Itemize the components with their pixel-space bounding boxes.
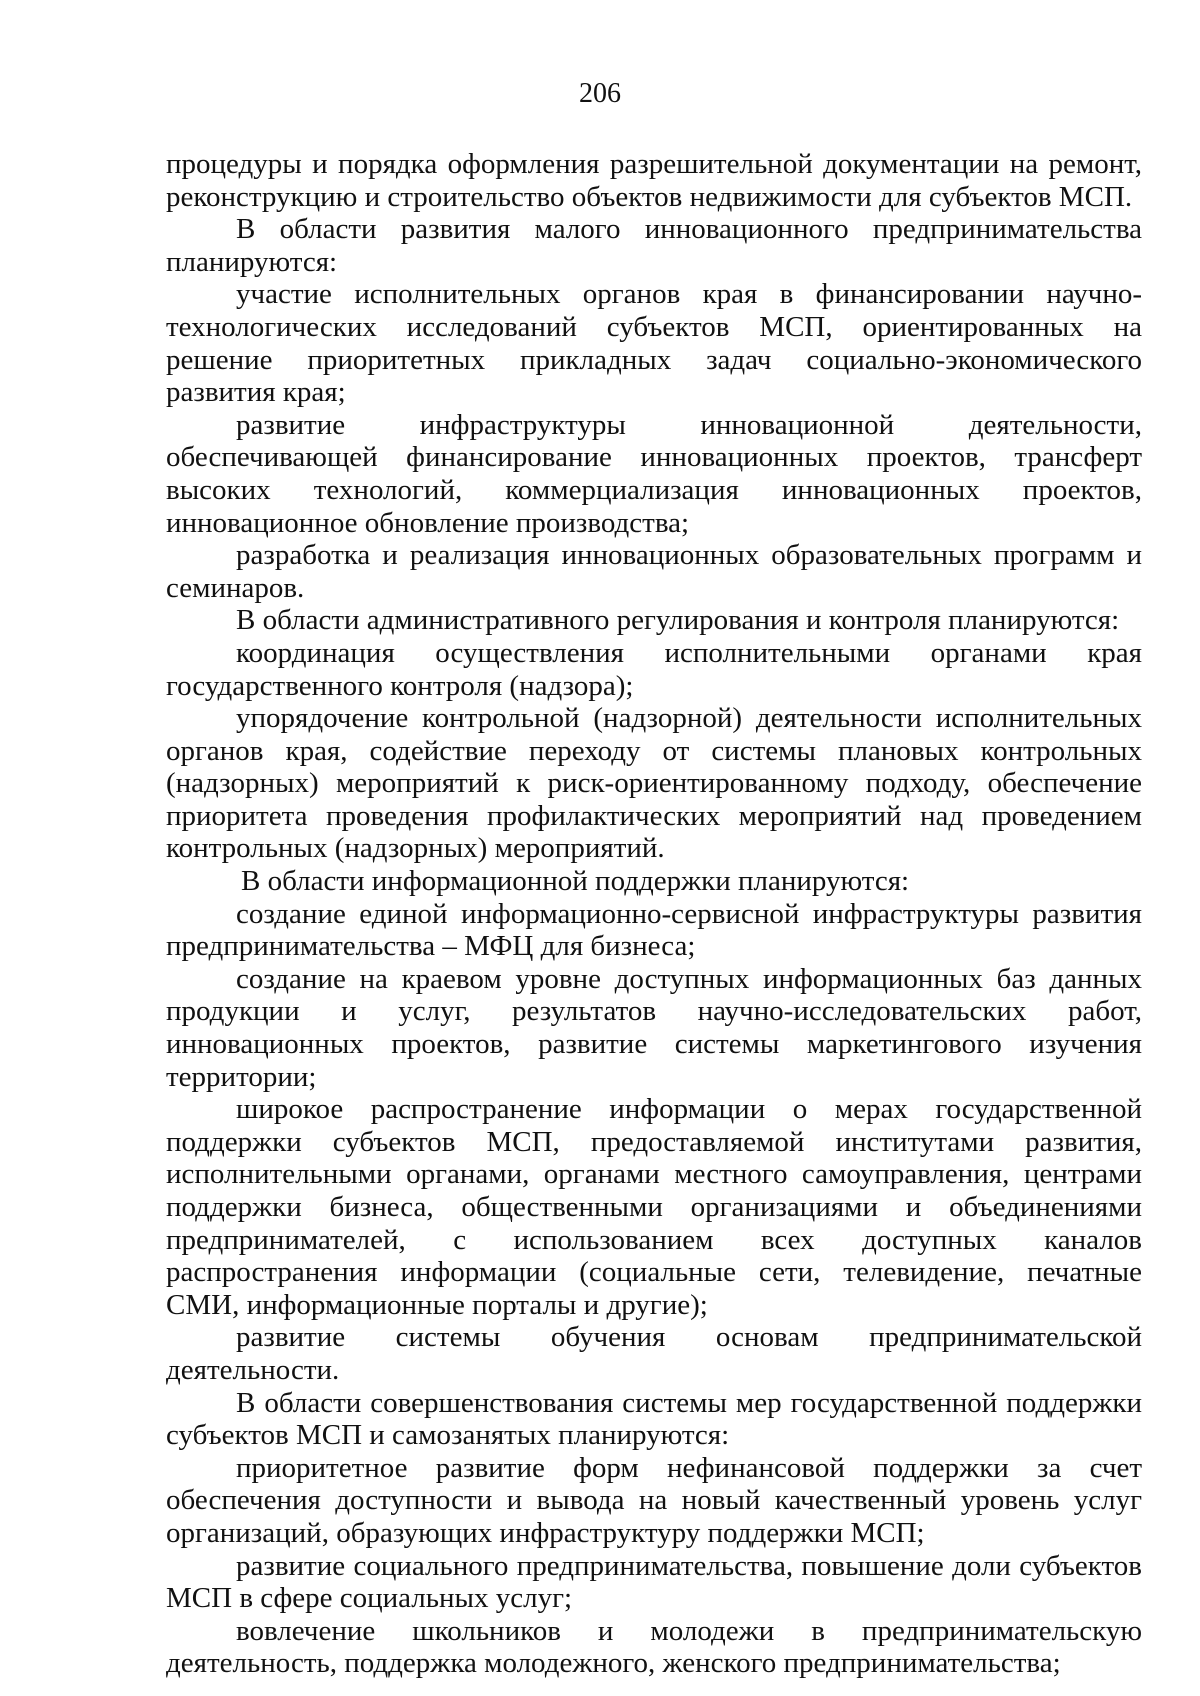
paragraph-admin-item-2: упорядочение контрольной (надзорной) деятельности исполнительных органов края, содействие переходу от системы плановых контрольных (надзорных) мероприятий к риск-ориентированному подходу, обеспечение приоритета проведения профилактических мероприятий над проведением контрольных (надзорных) мероприятий.: [166, 702, 1142, 865]
paragraph-support-heading: В области совершенствования системы мер государственной поддержки субъектов МСП и самозанятых планируются:: [166, 1386, 1142, 1452]
paragraph-continuation: процедуры и порядка оформления разрешительной документации на ремонт, реконструкцию и строительство объектов недвижимости для субъектов МСП.: [166, 148, 1142, 213]
paragraph-support-item-1: приоритетное развитие форм нефинансовой поддержки за счет обеспечения доступности и вывода на новый качественный уровень услуг организаций, образующих инфраструктуру поддержки МСП;: [166, 1451, 1142, 1549]
paragraph-info-item-3: широкое распространение информации о мерах государственной поддержки субъектов МСП, предоставляемой институтами развития, исполнительными органами, органами местного самоуправления, центрами поддержки бизнеса, общественными организациями и объединениями предпринимателей, с использованием всех доступных каналов распространения информации (социальные сети, телевидение, печатные СМИ, информационные порталы и другие);: [166, 1093, 1142, 1321]
paragraph-support-item-3: вовлечение школьников и молодежи в предпринимательскую деятельность, поддержка молодежного, женского предпринимательства;: [166, 1614, 1142, 1680]
paragraph-info-item-1: создание единой информационно-сервисной инфраструктуры развития предпринимательства – МФЦ для бизнеса;: [166, 897, 1142, 963]
paragraph-innovation-heading: В области развития малого инновационного предпринимательства планируются:: [166, 213, 1142, 278]
body-text: [166, 148, 1142, 1680]
paragraph-info-item-4: развитие системы обучения основам предпринимательской деятельности.: [166, 1321, 1142, 1386]
paragraph-admin-heading: В области административного регулирования и контроля планируются:: [236, 604, 1120, 637]
page-number: 206: [579, 78, 621, 109]
paragraph-info-heading: В области информационной поддержки планируются:: [241, 865, 910, 898]
paragraph-innovation-item-1: участие исполнительных органов края в финансировании научно-технологических исследований субъектов МСП, ориентированных на решение приоритетных прикладных задач социально-экономического развития края;: [166, 278, 1142, 409]
paragraph-innovation-item-2: развитие инфраструктуры инновационной деятельности, обеспечивающей финансирование инновационных проектов, трансферт высоких технологий, коммерциализация инновационных проектов, инновационное обновление производства;: [166, 408, 1142, 539]
paragraph-admin-item-1: координация осуществления исполнительными органами края государственного контроля (надзора);: [166, 636, 1142, 702]
paragraph-support-item-2: развитие социального предпринимательства, повышение доли субъектов МСП в сфере социальных услуг;: [166, 1549, 1142, 1615]
paragraph-info-item-2: создание на краевом уровне доступных информационных баз данных продукции и услуг, результатов научно-исследовательских работ, инновационных проектов, развитие системы маркетингового изучения территории;: [166, 962, 1142, 1093]
paragraph-innovation-item-3: разработка и реализация инновационных образовательных программ и семинаров.: [166, 539, 1142, 604]
